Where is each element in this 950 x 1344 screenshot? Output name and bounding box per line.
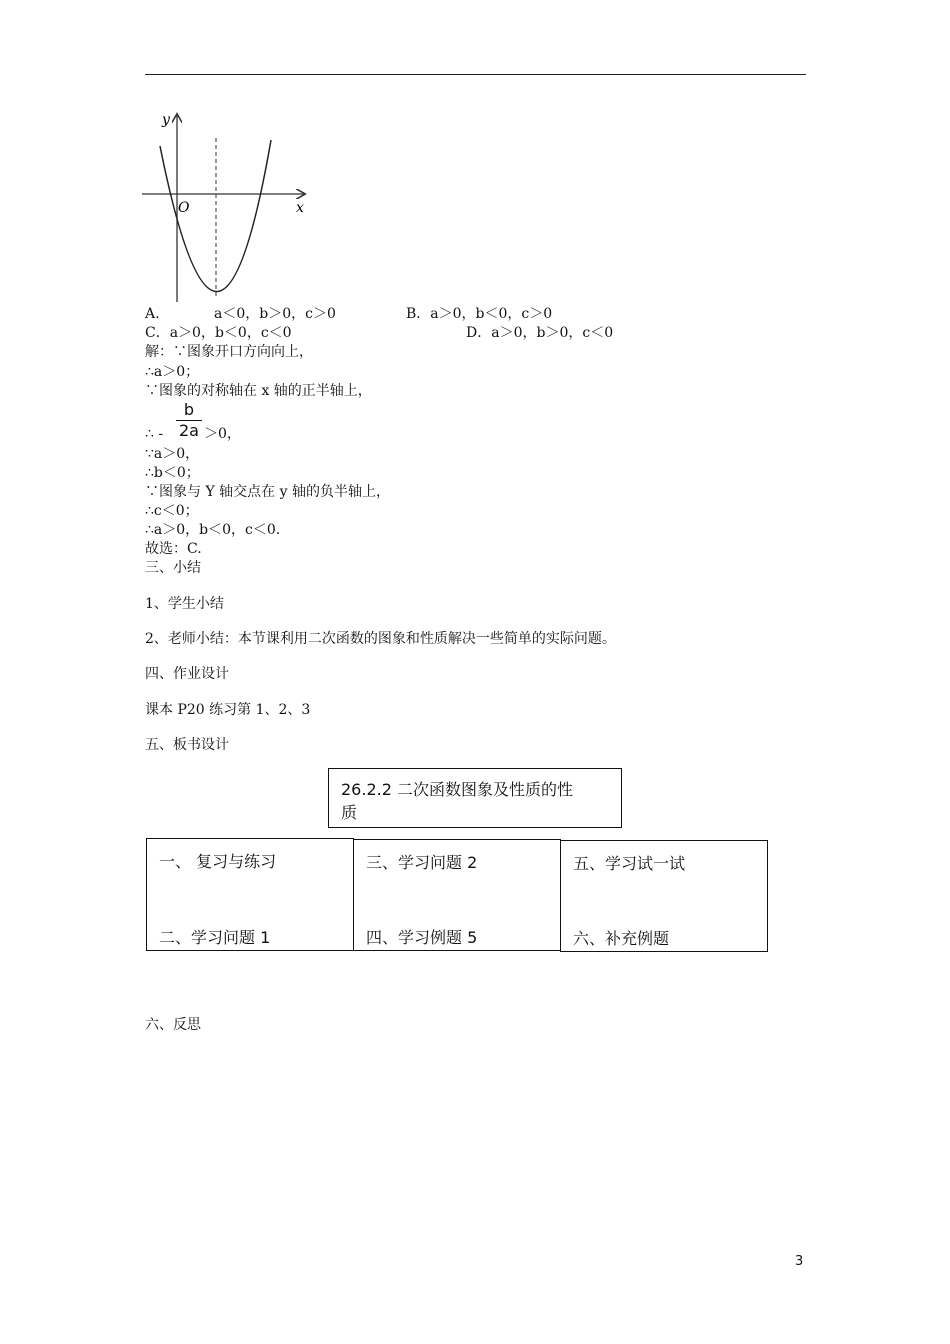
parabola-graph [140,110,312,306]
solution-line-9: ∴a＞0，b＜0，c＜0. [145,522,281,538]
solution-line-10: 故选：C. [145,541,202,557]
solution-line-8: ∴c＜0； [145,503,199,519]
solution-line-1: 解：∵图象开口方向向上， [145,344,313,360]
board-col2-bottom: 四、学习例题 5 [366,928,478,947]
option-d-text: D．a＞0，b＞0，c＜0 [466,325,614,341]
fraction-b-over-2a [176,401,202,440]
board-column-1 [146,838,354,951]
solution-line-4-suffix: ＞0， [204,426,241,442]
board-col3-top: 五、学习试一试 [573,854,686,873]
homework-text: 课本 P20 练习第 1、2、3 [145,702,311,718]
y-axis-label: y [162,112,170,128]
fraction-denominator: 2a [179,421,199,440]
option-a-text: a＜0，b＞0，c＞0 [214,306,336,322]
header-rule [145,74,806,75]
board-title-line-2: 质 [341,803,358,822]
summary-heading: 三、小结 [145,560,201,576]
summary-teacher: 2、老师小结：本节课利用二次函数的图象和性质解决一些简单的实际问题。 [145,631,616,647]
homework-heading: 四、作业设计 [145,666,229,682]
solution-line-2: ∴a＞0； [145,364,200,380]
board-title-line-1: 26.2.2 二次函数图象及性质的性 [341,780,573,799]
solution-line-4-prefix: ∴ - [145,426,164,442]
board-col1-bottom: 二、学习问题 1 [159,928,271,947]
board-heading: 五、板书设计 [145,737,229,753]
solution-line-6: ∴b＜0； [145,465,200,481]
board-title-box [328,768,622,828]
origin-label: O [178,200,190,216]
solution-line-7: ∵图象与 Y 轴交点在 y 轴的负半轴上， [145,484,390,500]
option-b-text: B．a＞0，b＜0，c＞0 [406,306,553,322]
board-column-3 [560,840,768,952]
board-col1-top: 一、 复习与练习 [159,852,277,871]
board-col3-bottom: 六、补充例题 [573,929,670,948]
option-a-label: A. [145,306,160,322]
solution-line-5: ∵a＞0， [145,446,200,462]
board-col2-top: 三、学习问题 2 [366,853,478,872]
page-number: 3 [795,1254,804,1269]
fraction-numerator: b [183,400,195,419]
board-column-2 [353,839,561,951]
option-c-text: C．a＞0，b＜0，c＜0 [145,325,292,341]
solution-line-3: ∵图象的对称轴在 x 轴的正半轴上， [145,383,372,399]
x-axis-label: x [296,200,304,216]
summary-student: 1、学生小结 [145,596,224,612]
reflection-heading: 六、反思 [145,1017,201,1033]
